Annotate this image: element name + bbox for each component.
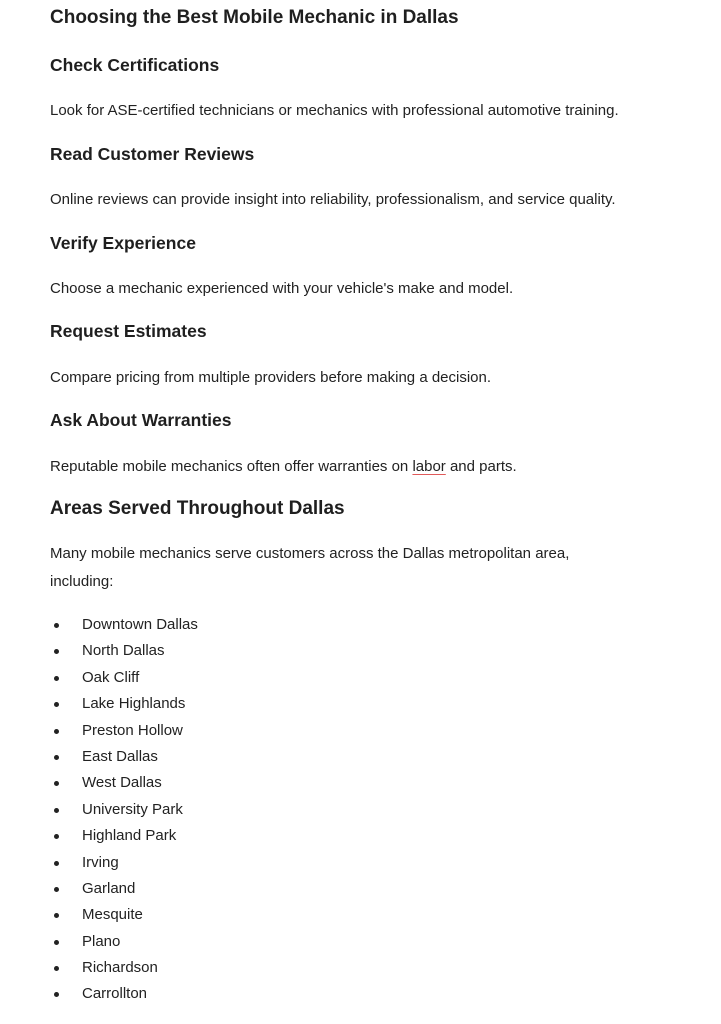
bullet-icon — [54, 887, 59, 892]
area-name: Lake Highlands — [82, 695, 186, 713]
area-list-item — [50, 981, 198, 1007]
bullet-icon — [54, 649, 59, 654]
area-name: Richardson — [82, 959, 158, 977]
page-title: Choosing the Best Mobile Mechanic in Dallas — [50, 7, 459, 28]
area-name: Garland — [82, 879, 136, 897]
area-name: Preston Hollow — [82, 721, 183, 739]
area-name: Irving — [82, 853, 119, 871]
section-heading-certifications: Check Certifications — [50, 55, 220, 75]
section-text-warranties — [50, 452, 517, 481]
area-list-item — [50, 929, 198, 955]
area-list-item — [50, 850, 198, 876]
section-text-reviews: Online reviews can provide insight into reliability, professionalism, and service quality. — [50, 191, 616, 208]
bullet-icon — [54, 940, 59, 945]
bullet-icon — [54, 702, 59, 707]
area-list-item — [50, 797, 198, 823]
area-list-item — [50, 770, 198, 796]
area-list-item — [50, 955, 198, 981]
area-list-item — [50, 823, 198, 849]
bullet-icon — [54, 834, 59, 839]
area-list-item — [50, 744, 198, 770]
area-name: University Park — [82, 800, 183, 818]
section-text-certifications: Look for ASE-certified technicians or mechanics with professional automotive training. — [50, 102, 619, 119]
areas-list — [50, 612, 198, 1008]
section-heading-estimates: Request Estimates — [50, 321, 207, 341]
area-name: West Dallas — [82, 774, 162, 792]
section-heading-experience: Verify Experience — [50, 233, 196, 253]
areas-intro-line-2: including: — [50, 573, 114, 590]
section-heading-warranties: Ask About Warranties — [50, 410, 232, 430]
area-list-item — [50, 665, 198, 691]
area-name: Mesquite — [82, 906, 143, 924]
bullet-icon — [54, 966, 59, 971]
bullet-icon — [54, 861, 59, 866]
area-list-item — [50, 638, 198, 664]
areas-heading: Areas Served Throughout Dallas — [50, 498, 345, 519]
bullet-icon — [54, 913, 59, 918]
bullet-icon — [54, 729, 59, 734]
areas-intro-line-1: Many mobile mechanics serve customers across the Dallas metropolitan area, — [50, 545, 570, 562]
area-list-item — [50, 902, 198, 928]
area-name: Downtown Dallas — [82, 616, 198, 633]
warranty-text-start: Reputable mobile mechanics often offer warranties on — [50, 458, 413, 475]
bullet-icon — [54, 623, 59, 628]
area-name: Oak Cliff — [82, 668, 140, 686]
area-name: East Dallas — [82, 747, 158, 765]
bullet-icon — [54, 676, 59, 681]
area-list-item — [50, 718, 198, 744]
section-heading-reviews: Read Customer Reviews — [50, 144, 255, 164]
warranty-text-end: and parts. — [445, 458, 517, 475]
bullet-icon — [54, 755, 59, 760]
area-list-item — [50, 612, 198, 638]
area-name: Plano — [82, 932, 121, 950]
bullet-icon — [54, 808, 59, 813]
area-list-item — [50, 691, 198, 717]
area-name: North Dallas — [82, 642, 165, 660]
area-name: Carrollton — [82, 985, 148, 1003]
area-list-item — [50, 876, 198, 902]
bullet-icon — [54, 781, 59, 786]
area-name: Highland Park — [82, 827, 177, 845]
bullet-icon — [54, 992, 59, 997]
spellcheck-underlined-word: labor — [412, 458, 446, 475]
section-text-experience: Choose a mechanic experienced with your vehicle's make and model. — [50, 280, 514, 297]
section-text-estimates: Compare pricing from multiple providers before making a decision. — [50, 369, 492, 386]
